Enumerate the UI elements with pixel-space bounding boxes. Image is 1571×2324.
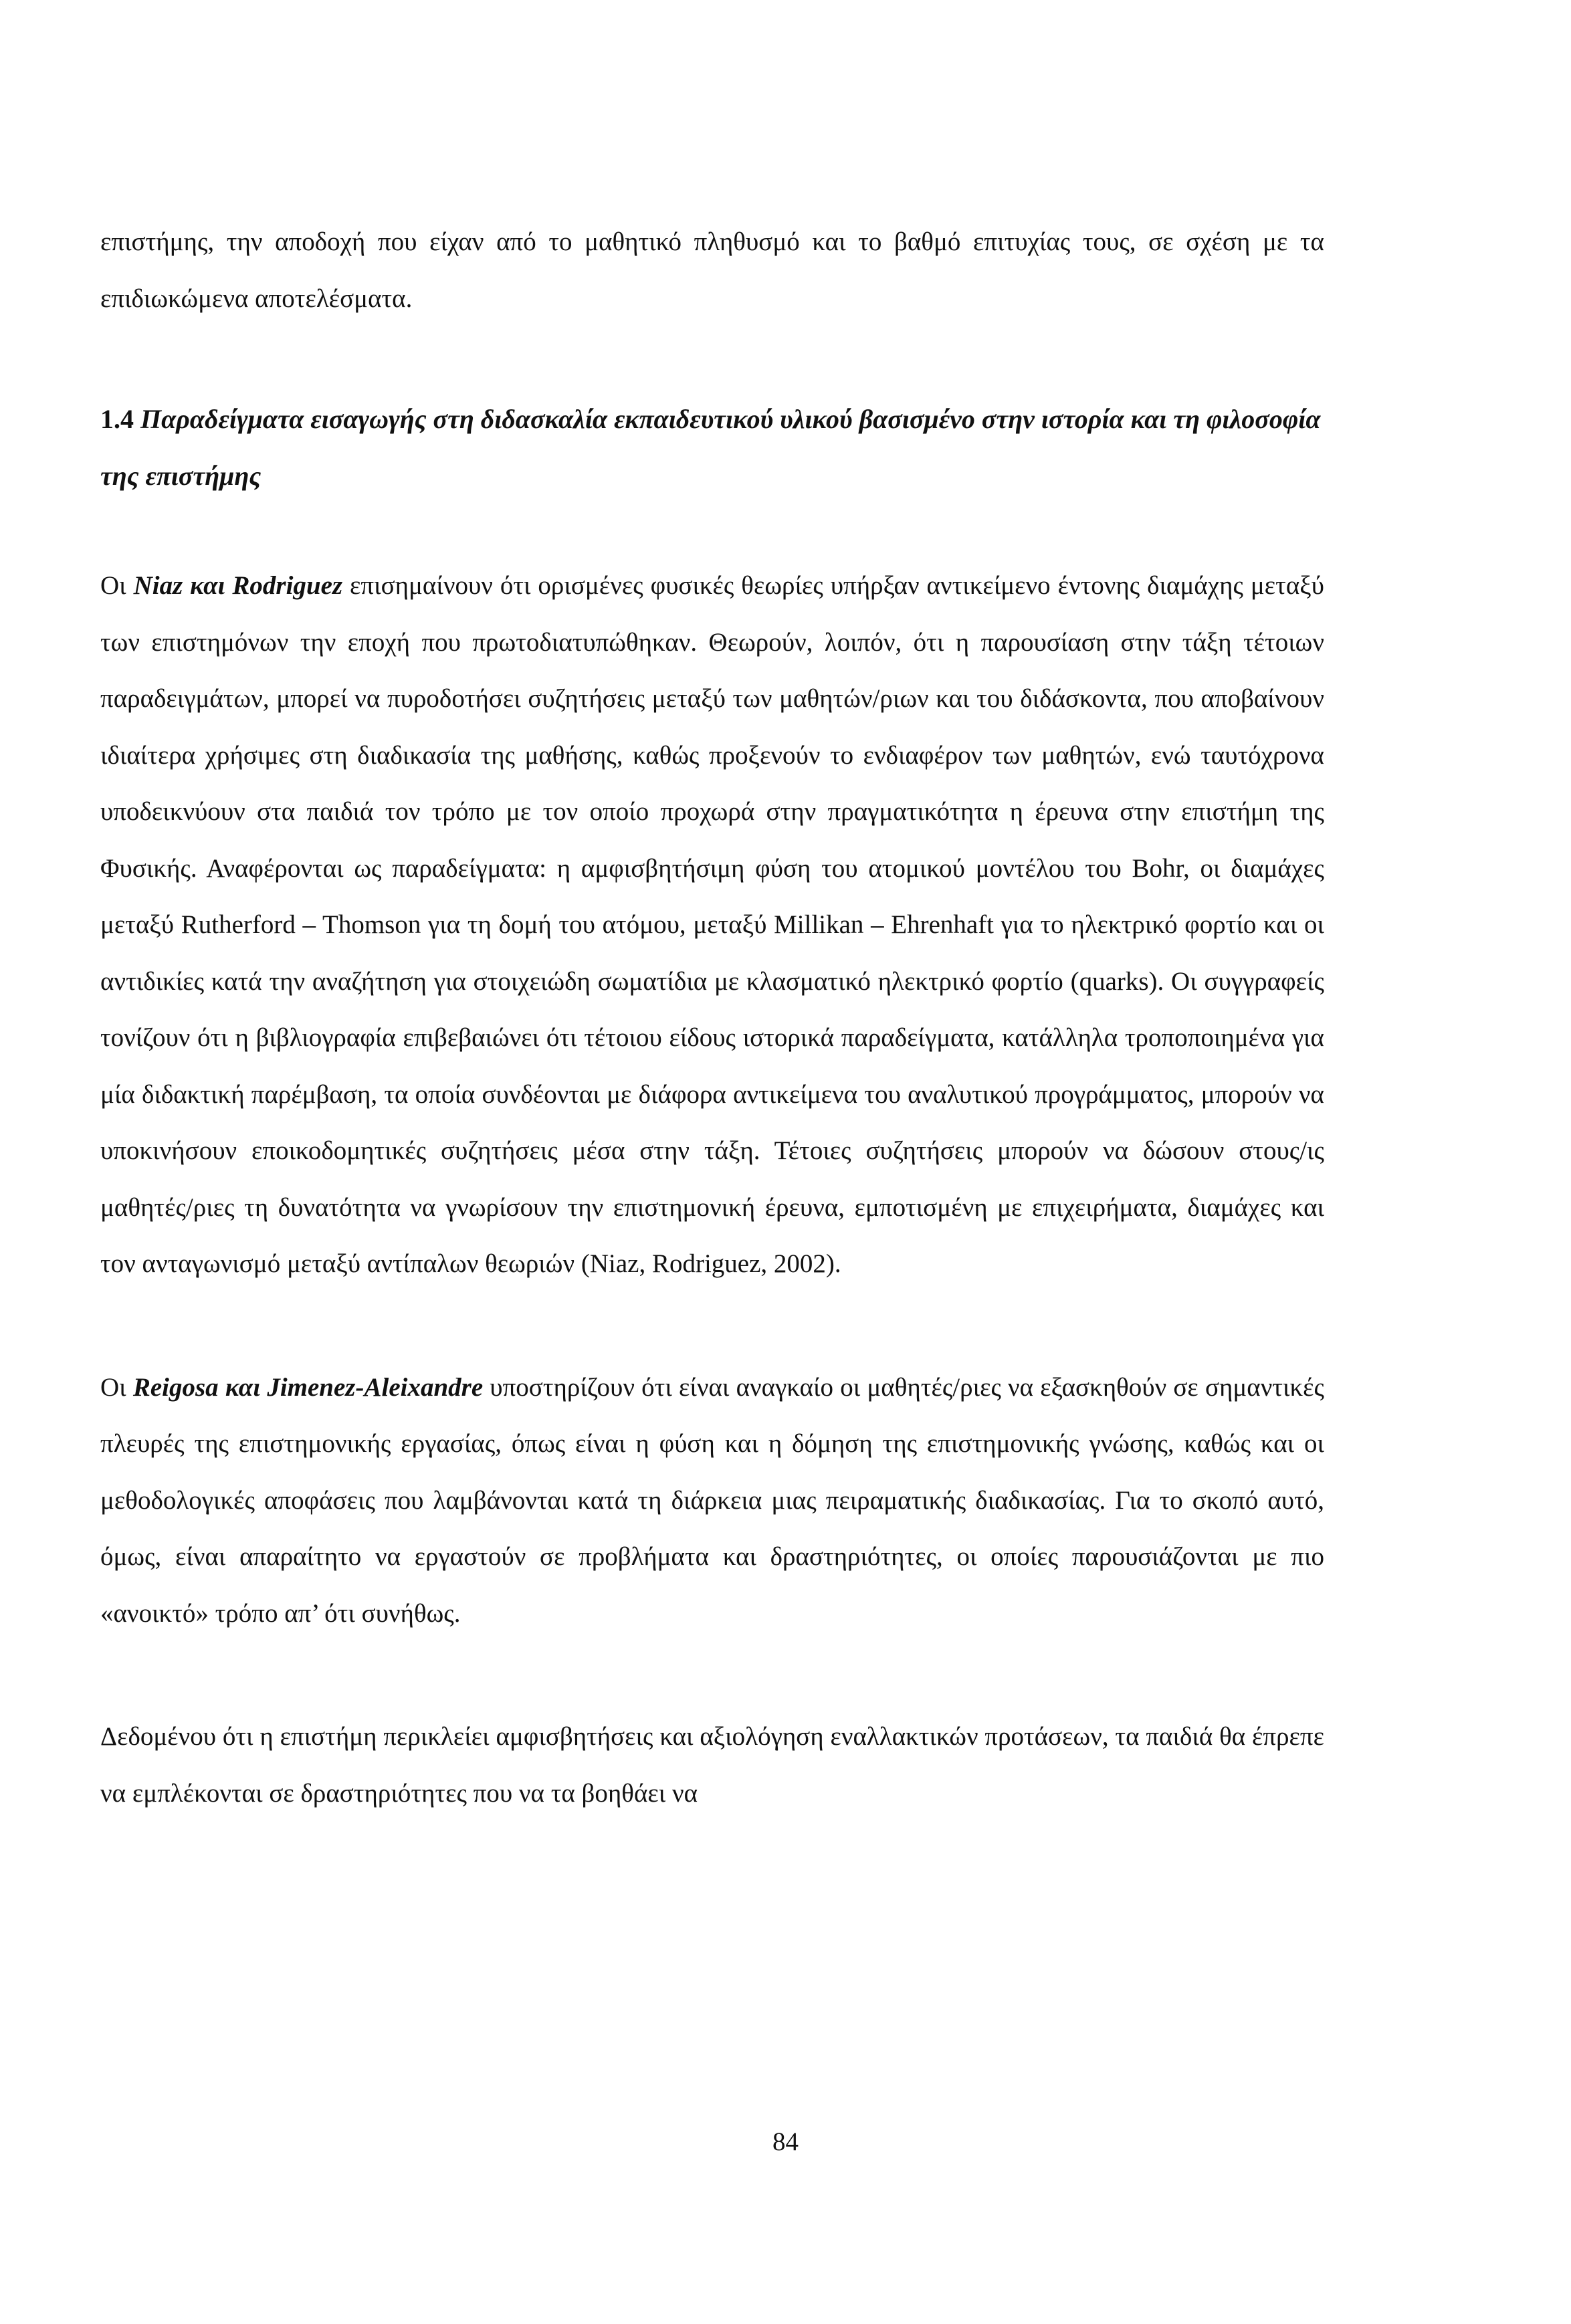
paragraph-lead: Οι [100,571,134,600]
section-heading [100,391,1324,504]
section-title: Παραδείγματα εισαγωγής στη διδασκαλία εκπαιδευτικού υλικού βασισμένο στην ιστορία και τη φιλοσοφία της επιστήμης [100,404,1321,491]
paragraph-reigosa [100,1360,1324,1643]
intro-paragraph: επιστήμης, την αποδοχή που είχαν από το μαθητικό πληθυσμό και το βαθμό επιτυχίας τους, σε σχέση με τα επιδιωκώμενα αποτελέσματα. [100,227,1324,313]
paragraph-body: επισημαίνουν ότι ορισμένες φυσικές θεωρίες υπήρξαν αντικείμενο έντονης διαμάχης μεταξύ των επιστημόνων την εποχή που πρωτοδιατυπώθηκαν. Θεωρούν, λοιπόν, ότι η παρουσίαση στην τάξη τέτοιων παραδειγμάτων, μπορεί να πυροδοτήσει συζητήσεις μεταξύ των μαθητών/ριων και του διδάσκοντα, που αποβαίνουν ιδιαίτερα χρήσιμες στη διαδικασία της μαθήσης, καθώς προξενούν το ενδιαφέρον των μαθητών, ενώ ταυτόχρονα υποδεικνύουν στα παιδιά τον τρόπο με τον οποίο προχωρά στην πραγματικότητα η έρευνα στην επιστήμη της Φυσικής. Αναφέρονται ως παραδείγματα: η αμφισβητήσιμη φύση του ατομικού μοντέλου του Bohr, οι διαμάχες μεταξύ Rutherford – Thomson για τη δομή του ατόμου, μεταξύ Millikan – Ehrenhaft για το ηλεκτρικό φορτίο και οι αντιδικίες κατά την αναζήτηση για στοιχειώδη σωματίδια με κλασματικό ηλεκτρικό φορτίο (quarks). Οι συγγραφείς τονίζουν ότι η βιβλιογραφία επιβεβαιώνει ότι τέτοιου είδους ιστορικά παραδείγματα, κατάλληλα τροποποιημένα για μία διδακτική παρέμβαση, τα οποία συνδέονται με διάφορα αντικείμενα του αναλυτικού προγράμματος, μπορούν να υποκινήσουν εποικοδομητικές συζητήσεις μέσα στην τάξη. Τέτοιες συζητήσεις μπορούν να δώσουν στους/ις μαθητές/ριες τη δυνατότητα να γνωρίσουν την επιστημονική έρευνα, εμποτισμένη με επιχειρήματα, διαμάχες και τον ανταγωνισμό μεταξύ αντίπαλων θεωριών (Niaz, Rodriguez, 2002). [100,571,1324,1278]
authors-emphasis: Reigosa και Jimenez-Aleixandre [132,1372,484,1402]
spacer [100,327,1324,391]
paragraph-lead: Οι [100,1372,133,1402]
paragraph-final: Δεδομένου ότι η επιστήμη περικλείει αμφισβητήσεις και αξιολόγηση εναλλακτικών προτάσεων, τα παιδιά θα έπρεπε να εμπλέκονται σε δραστηριότητες που να τα βοηθάει να [100,1722,1324,1808]
paragraph-niaz-rodriguez [100,558,1324,1293]
page-number: 84 [772,2127,799,2156]
spacer [100,504,1324,558]
spacer [100,1642,1324,1709]
authors-emphasis: Niaz και Rodriguez [133,571,343,600]
document-page [100,214,1324,1822]
section-number: 1.4 [100,404,134,434]
paragraph-body: υποστηρίζουν ότι είναι αναγκαίο οι μαθητές/ριες να εξασκηθούν σε σημαντικές πλευρές της επιστημονικής εργασίας, όπως είναι η φύση και η δόμηση της επιστημονικής γνώσης, καθώς και οι μεθοδολογικές αποφάσεις που λαμβάνονται κατά τη διάρκεια μιας πειραματικής διαδικασίας. Για το σκοπό αυτό, όμως, είναι απαραίτητο να εργαστούν σε προβλήματα και δραστηριότητες, οι οποίες παρουσιάζονται με πιο «ανοικτό» τρόπο απ’ ότι συνήθως. [100,1372,1324,1628]
spacer [100,1293,1324,1360]
